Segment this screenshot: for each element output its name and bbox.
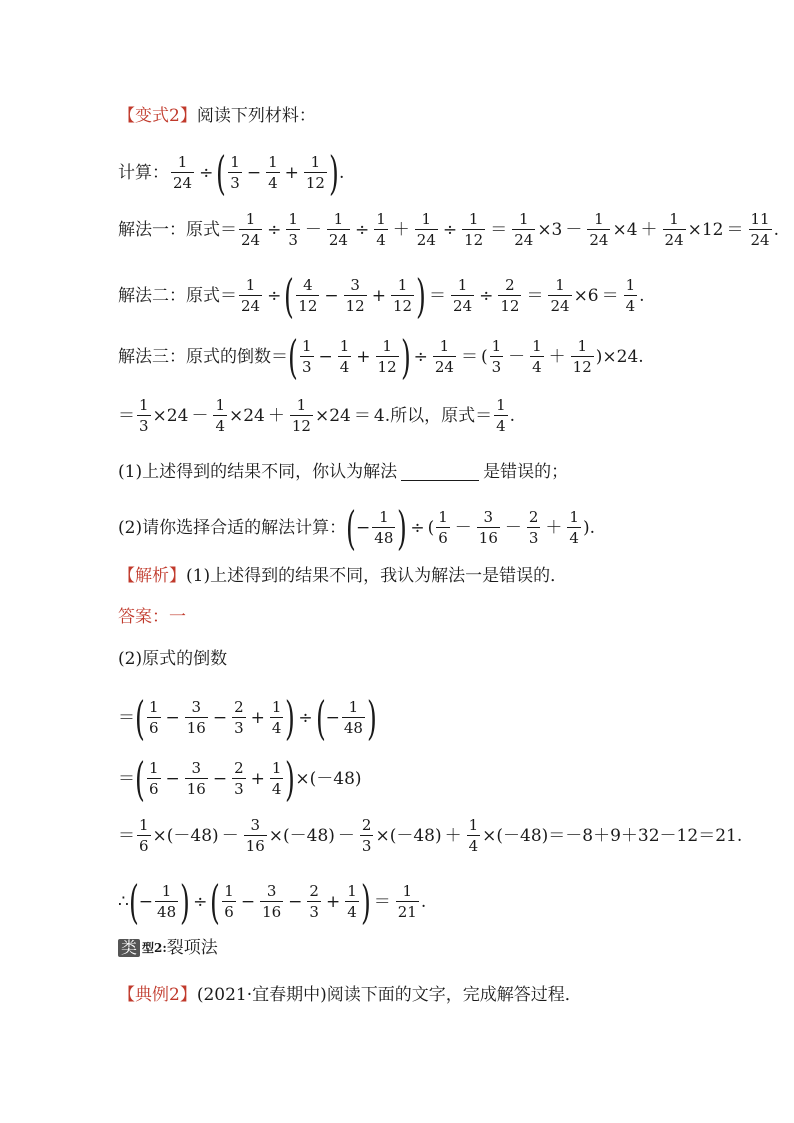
so-text: .所以，原式＝ [384,405,493,426]
method-one: 解法一：原式＝ $\frac{1}{24}$ ÷ $\frac{1}{3}$ － $\frac{1}{24}$ ÷ $\frac{1}{4}$ ＋ $\frac{1}{24}$ ÷ $\frac{1}{12}$ ＝ $\frac{1}{24}$ ×3 － $\frac{1}{24}$ ×4 ＋ $\frac{1}{24}$ ×12 ＝ $\frac{11}{24}$ . [118,210,780,249]
answer-value: 一 [169,607,186,627]
method-three: 解法三：原式的倒数＝ ( $\frac{1}{3}$ − $\frac{1}{4}$ + $\frac{1}{12}$ ) ÷ $\frac{1}{24}$ ＝ ( $\frac{1}{3}$ － $\frac{1}{4}$ ＋ $\frac{1}{12}$ ) ×24. [118,330,644,384]
solution-step-2: ＝ ( $\frac{1}{6}$ − $\frac{3}{16}$ − $\frac{2}{3}$ + $\frac{1}{4}$ ) ×(－48) [118,752,362,806]
fraction: $\frac{1}{3}$ [230,153,240,192]
variant-heading [118,108,316,125]
method3-label: 解法三：原式的倒数＝ [118,346,288,367]
example-tag: 【典例2】 [118,985,197,1005]
solution-conclusion: ∴ ( − $\frac{1}{48}$ ) ÷ ( $\frac{1}{6}$ − $\frac{3}{16}$ − $\frac{2}{3}$ + $\frac{1}{4}$ ) ＝ $\frac{1}{21}$ . [118,875,427,929]
solution-step-1: ＝ ( $\frac{1}{6}$ − $\frac{3}{16}$ − $\frac{2}{3}$ + $\frac{1}{4}$ ) ÷ ( − $\frac{1}{48}$ ) [118,691,377,745]
type-label: 型2: [142,941,167,955]
answer-label: 答案： [118,607,169,627]
solution-step-3: ＝ $\frac{1}{6}$ ×(－48) － $\frac{3}{16}$ ×(－48) － $\frac{2}{3}$ ×(－48) ＋ $\frac{1}{4}$ ×(－48) ＝－8＋9＋32－12＝21. [118,816,743,855]
calc-expression: 计算： $\frac{1}{24}$ ÷ ( $\frac{1}{3}$ − $\frac{1}{4}$ + $\frac{1}{12}$ ) . [118,146,345,200]
type-badge: 类 [118,939,140,957]
q1-prefix: (1)上述得到的结果不同，你认为解法 [118,462,398,482]
part2-title-text: (2)原式的倒数 [118,649,228,669]
variant-tag: 【变式2】 [118,106,197,126]
method2-label: 解法二：原式＝ [118,285,237,306]
answer-line [118,609,186,626]
type-text: 裂项法 [166,937,218,958]
method-two: 解法二：原式＝ $\frac{1}{24}$ ÷ ( $\frac{4}{12}$ − $\frac{3}{12}$ + $\frac{1}{12}$ ) ＝ $\frac{1}{24}$ ÷ $\frac{2}{12}$ ＝ $\frac{1}{24}$ ×6 ＝ $\frac{1}{4}$ . [118,269,645,323]
question-two: (2)请你选择合适的解法计算： ( − $\frac{1}{48}$ ) ÷ ( $\frac{1}{6}$ － $\frac{3}{16}$ － $\frac{2}{3}$ ＋ $\frac{1}{4}$ ). [118,501,596,555]
calc-label: 计算： [118,162,169,183]
q1-suffix: 是错误的； [483,462,569,482]
analysis [118,568,567,585]
fraction: $\frac{1}{12}$ [305,153,325,192]
fraction: $\frac{1}{24}$ [173,153,193,192]
analysis-text: (1)上述得到的结果不同，我认为解法一是错误的． [186,566,568,586]
method1-label: 解法一：原式＝ [118,219,237,240]
method-three-continued: ＝ $\frac{1}{3}$ ×24 － $\frac{1}{4}$ ×24 ＋ $\frac{1}{12}$ ×24 ＝ 4 .所以，原式＝ $\frac{1}{4}$ . [118,396,516,435]
q2-prefix: (2)请你选择合适的解法计算： [118,517,347,538]
example-text: (2021·宜春期中)阅读下面的文字，完成解答过程． [196,985,582,1005]
answer-blank [401,464,479,481]
method3-end: ×24. [602,346,644,367]
variant-text: 阅读下列材料： [196,106,316,126]
part2-title [118,651,227,668]
analysis-tag: 【解析】 [118,566,186,586]
fraction: $\frac{1}{4}$ [268,153,278,192]
example-heading [118,987,582,1004]
type-heading [118,939,218,957]
result-text: ＝－8＋9＋32－12＝21. [548,825,743,846]
question-one [118,464,568,481]
